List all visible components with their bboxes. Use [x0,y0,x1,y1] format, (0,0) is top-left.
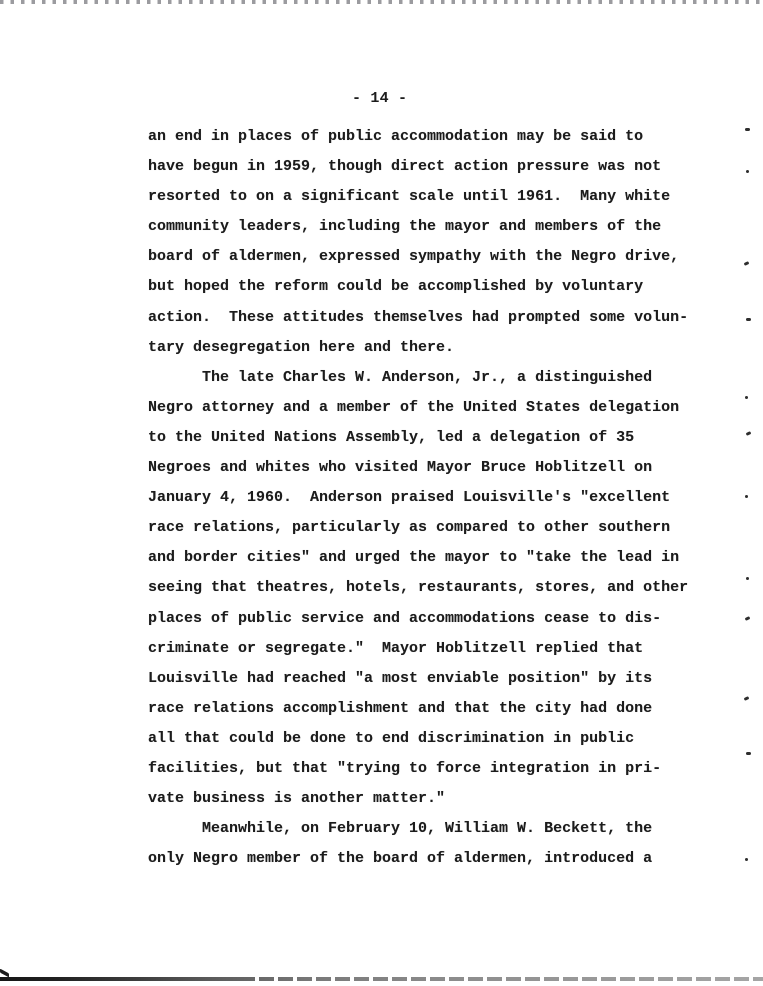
text-line: January 4, 1960. Anderson praised Louisville's "excellent [148,489,671,507]
scan-speck [745,616,751,621]
text-line: only Negro member of the board of aldermen, introduced a [148,850,653,868]
text-line: to the United Nations Assembly, led a delegation of 35 [148,428,635,446]
text-line: Meanwhile, on February 10, William W. Beckett, the [148,820,653,838]
body-text [148,122,728,874]
text-line: have begun in 1959, though direct action pressure was not [148,158,662,176]
scan-speck [744,696,750,701]
text-line: seeing that theatres, hotels, restaurants, stores, and other [148,579,689,597]
text-line: race relations, particularly as compared to other southern [148,519,671,537]
page-number: - 14 - [352,90,408,107]
scan-speck [746,752,751,755]
scan-speck [745,495,748,498]
text-line: community leaders, including the mayor and members of the [148,218,662,236]
text-line: resorted to on a significant scale until 1961. Many white [148,188,671,206]
text-line: race relations accomplishment and that the city had done [148,699,653,717]
text-line: vate business is another matter." [148,790,446,808]
text-line: Negro attorney and a member of the United States delegation [148,398,680,416]
text-line: an end in places of public accommodation may be said to [148,128,644,145]
scan-speck [745,858,748,861]
scan-speck [746,170,749,173]
text-line: facilities, but that "trying to force integration in pri- [148,759,662,777]
text-line: The late Charles W. Anderson, Jr., a distinguished [148,368,653,386]
text-line: criminate or segregate." Mayor Hoblitzell replied that [148,639,644,657]
text-line: Louisville had reached "a most enviable position" by its [148,669,653,687]
scan-speck [745,396,748,399]
text-line: and border cities" and urged the mayor to "take the lead in [148,549,680,567]
scan-speck [745,128,750,131]
text-line: places of public service and accommodations cease to dis- [148,609,662,627]
text-line: all that could be done to end discrimination in public [148,729,635,747]
text-line: but hoped the reform could be accomplished by voluntary [148,278,644,296]
scan-speck [746,318,751,321]
scan-speck [746,431,752,436]
top-dotted-scan-edge [0,0,763,4]
scan-speck [746,577,749,580]
text-line: Negroes and whites who visited Mayor Bruce Hoblitzell on [148,459,653,477]
text-line: board of aldermen, expressed sympathy with the Negro drive, [148,248,680,266]
bottom-scan-line-breaks [240,976,763,982]
text-line: tary desegregation here and there. [148,338,455,356]
text-line: action. These attitudes themselves had prompted some volun- [148,308,689,326]
scan-speck [744,261,750,266]
